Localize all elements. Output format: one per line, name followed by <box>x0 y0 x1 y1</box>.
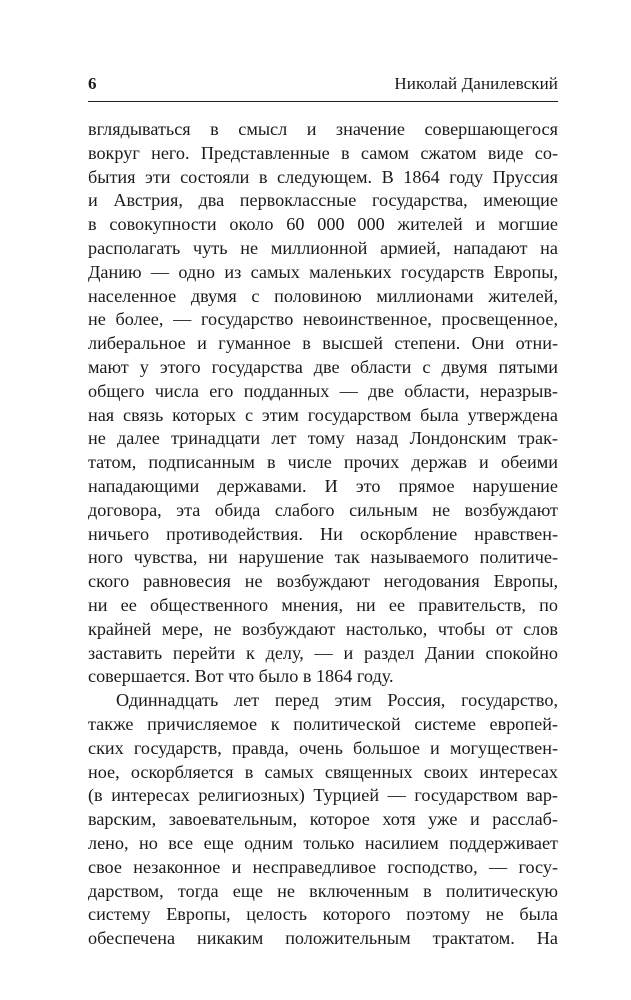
text-line: ное, оскорбляется в самых священных своих интересах <box>88 761 558 782</box>
text-line: крайней мере, не возбуждают настолько, чтобы от слов <box>88 618 558 639</box>
text-line: нападающими державами. И это прямое нарушение <box>88 475 558 496</box>
text-line: бытия эти состояли в следующем. В 1864 году Пруссия <box>88 166 558 187</box>
text-line: Одиннадцать лет перед этим Россия, государство, <box>116 690 558 711</box>
text-line: систему Европы, целость которого поэтому не была <box>88 904 558 925</box>
paragraph-2 <box>88 689 558 951</box>
body-text <box>88 118 558 951</box>
text-line: вглядываться в смысл и значение совершающегося <box>88 119 558 139</box>
text-line: обеспечена никаким положительным трактатом. На <box>88 928 558 949</box>
text-line: варским, завоевательным, которое хотя уже и расслаб- <box>88 809 558 830</box>
text-line: ских государств, правда, очень большое и могуществен- <box>88 737 558 758</box>
text-line: не более, — государство невоинственное, просвещенное, <box>88 309 558 330</box>
text-line: в совокупности около 60 000 000 жителей и могшие <box>88 214 558 235</box>
book-page <box>88 0 558 1000</box>
running-header <box>88 74 558 96</box>
running-title: Николай Данилевский <box>394 74 558 93</box>
text-line: ного чувства, ни нарушение так называемого политиче- <box>88 547 558 568</box>
text-line: либеральное и гуманное в высшей степени. Они отни- <box>88 333 558 354</box>
text-line: заставить перейти к делу, — и раздел Дании спокойно <box>88 642 558 663</box>
text-line: ни ее общественного мнения, ни ее правительств, по <box>88 594 558 615</box>
page-number: 6 <box>88 74 97 93</box>
text-line: дарством, тогда еще не включенным в политическую <box>88 880 558 901</box>
text-line: не далее тринадцати лет тому назад Лондонским трак- <box>88 428 558 449</box>
text-line: свое незаконное и несправедливое господство, — госу- <box>88 856 558 877</box>
text-line: Данию — одно из самых маленьких государств Европы, <box>88 261 558 282</box>
paragraph-1 <box>88 118 558 689</box>
text-line: вокруг него. Представленные в самом сжатом виде со- <box>88 142 558 163</box>
text-line: мают у этого государства две области с двумя пятыми <box>88 356 558 377</box>
text-line: располагать чуть не миллионной армией, нападают на <box>88 237 558 258</box>
header-rule <box>88 101 558 102</box>
text-line: общего числа его подданных — две области, неразрыв- <box>88 380 558 401</box>
text-line: (в интересах религиозных) Турцией — государством вар- <box>88 785 558 806</box>
text-line: населенное двумя с половиною миллионами жителей, <box>88 285 558 306</box>
text-line: ничьего противодействия. Ни оскорбление нравствен- <box>88 523 558 544</box>
text-line: татом, подписанным в числе прочих держав и обеими <box>88 452 558 473</box>
text-line: договора, эта обида слабого сильным не возбуждают <box>88 499 558 520</box>
text-line: лено, но все еще одним только насилием поддерживает <box>88 832 558 853</box>
text-line: ского равновесия не возбуждают негодования Европы, <box>88 571 558 592</box>
text-line: также причисляемое к политической системе европей- <box>88 713 558 734</box>
text-line: и Австрия, два первоклассные государства, имеющие <box>88 190 558 211</box>
text-line: ная связь которых с этим государством была утверждена <box>88 404 558 425</box>
text-line: совершается. Вот что было в 1864 году. <box>88 666 394 687</box>
